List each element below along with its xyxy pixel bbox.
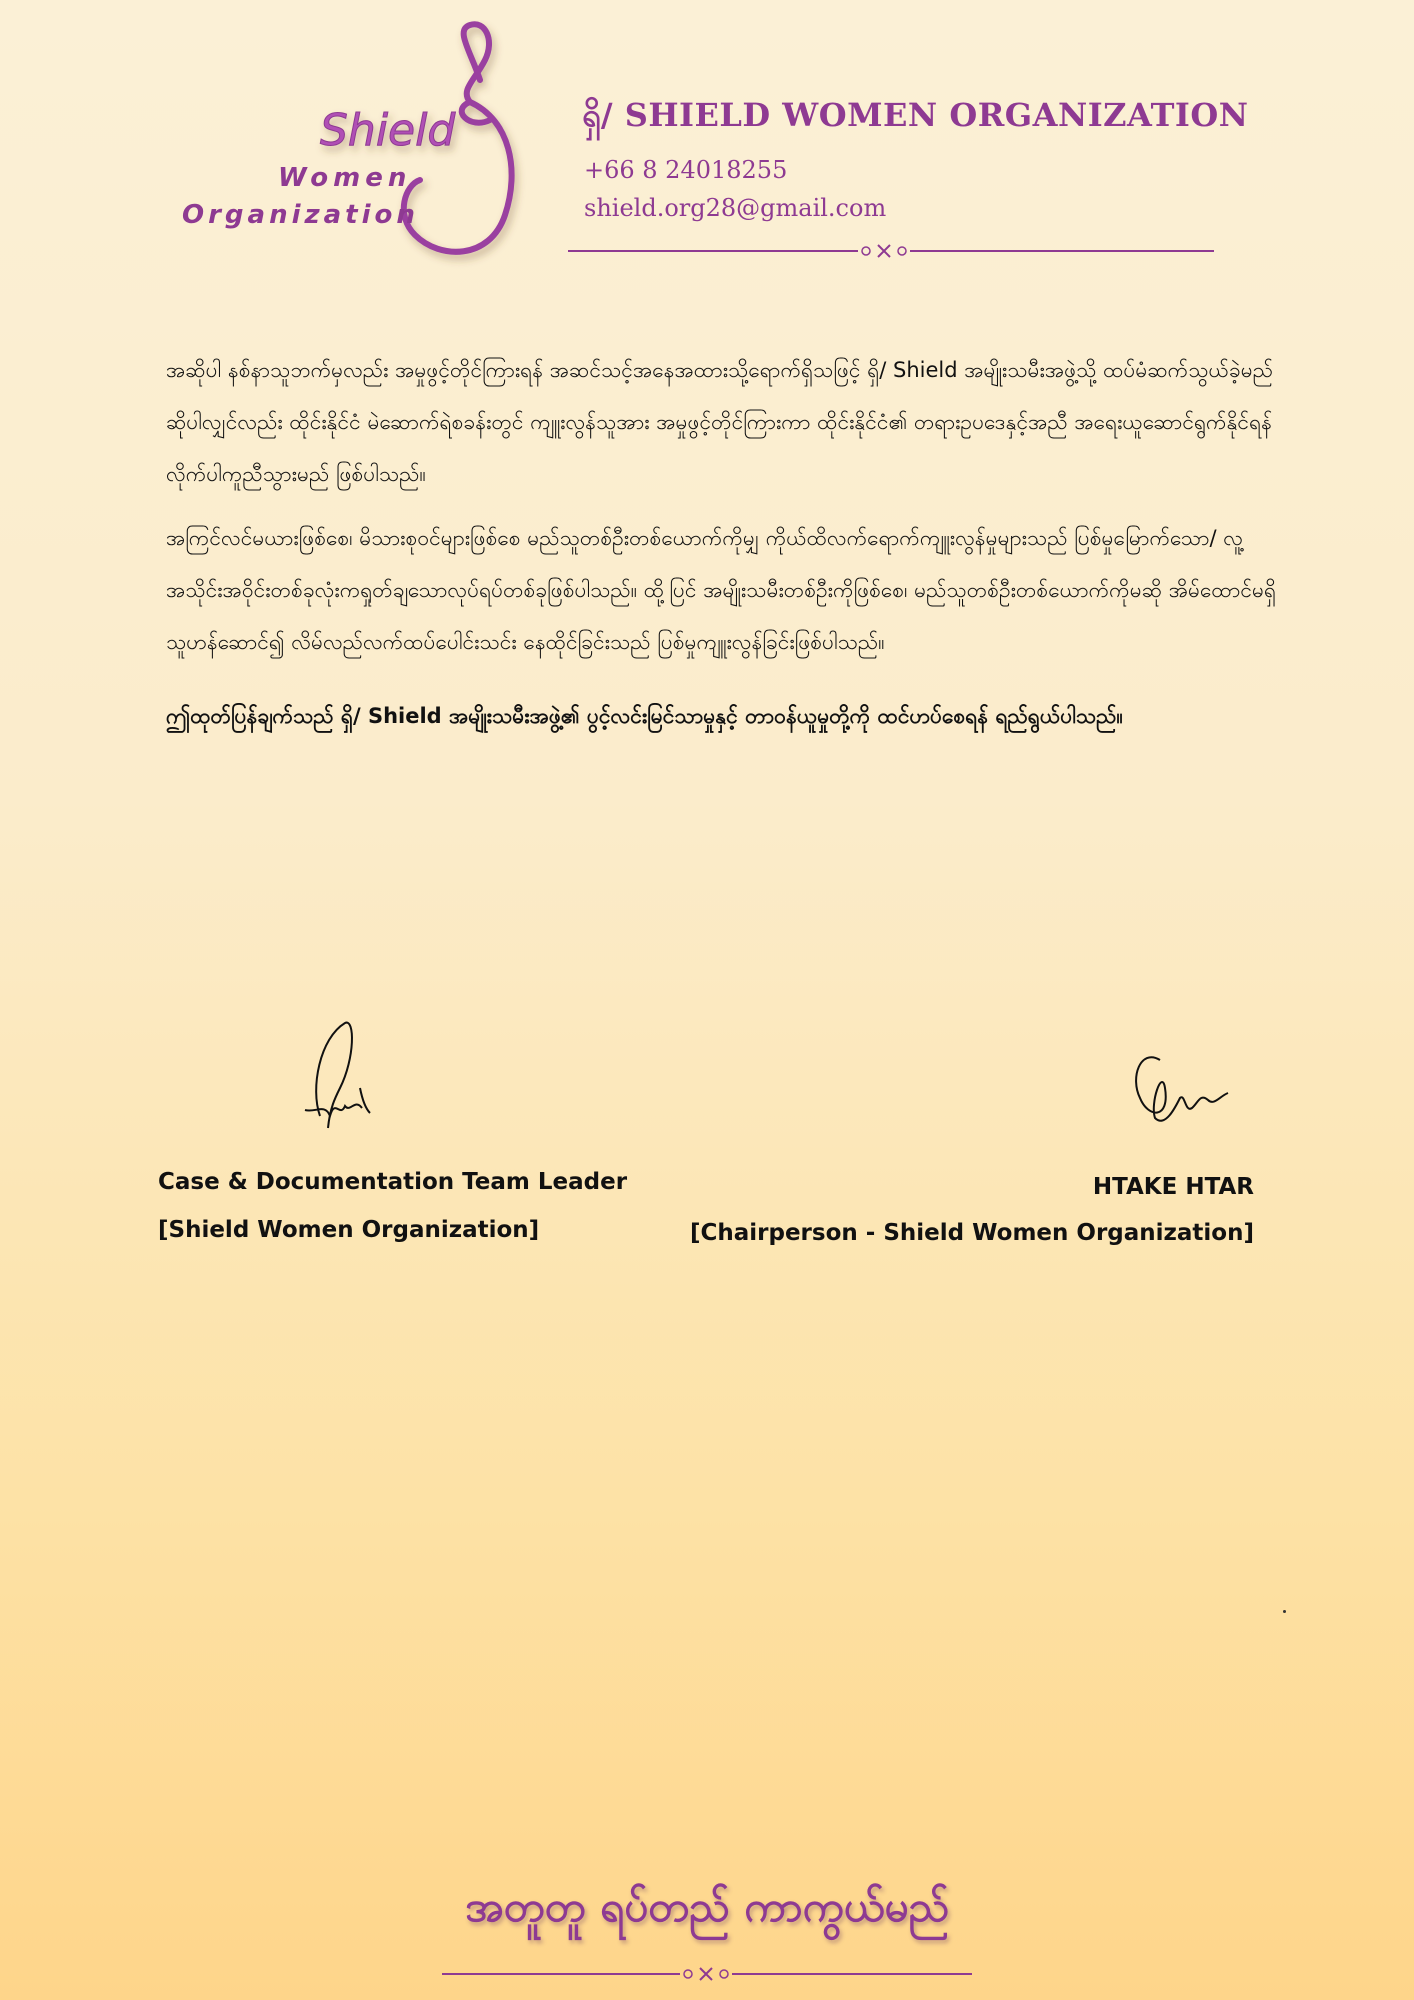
body-paragraph-1: အဆိုပါ နစ်နာသူဘက်မှလည်း အမှုဖွင့်တိုင်ကြားရန် အဆင်သင့်အနေအထားသို့ရောက်ရှိသဖြင့် ရှိ/ Shield အမျိုးသမီးအဖွဲ့သို့ ထပ်မံဆက်သွယ်ခဲ့မည်ဆိုပါလျှင်လည်း ထိုင်းနိုင်ငံ မဲဆောက်ရဲစခန်းတွင် ကျူးလွန်သူအား အမှုဖွင့်တိုင်ကြားကာ ထိုင်းနိုင်ငံ၏ တရားဥပဒေနှင့်အညီ အရေးယူဆောင်ရွက်နိုင်ရန် လိုက်ပါကူညီသွားမည် ဖြစ်ပါသည်။ (166, 358, 1274, 486)
logo-organization-text: Organization (182, 200, 419, 230)
body-paragraph-2: အကြင်လင်မယားဖြစ်စေ၊ မိသားစုဝင်များဖြစ်စေ မည်သူတစ်ဦးတစ်ယောက်ကိုမျှ ကိုယ်ထိလက်ရောက်ကျူးလွန်မှုများသည် ပြစ်မှုမြောက်သော/ လူ့အသိုင်းအဝိုင်းတစ်ခုလုံးကရှုတ်ချသောလုပ်ရပ်တစ်ခုဖြစ်ပါသည်။ ထို့ပြင် အမျိုးသမီးတစ်ဦးကိုဖြစ်စေ၊ မည်သူတစ်ဦးတစ်ယောက်ကိုမဆို အိမ်ထောင်မရှိသူဟန်ဆောင်၍ လိမ်လည်လက်ထပ်ပေါင်းသင်း နေထိုင်ခြင်းသည် ပြစ်မှုကျူးလွန်ခြင်းဖြစ်ပါသည်။ (166, 526, 1277, 654)
right-signatory (690, 1164, 1254, 1256)
right-signatory-title: [Chairperson - Shield Women Organization] (689, 1220, 1254, 1246)
logo-brand-word: Shield (320, 105, 456, 156)
logo-women-text: Women (278, 163, 412, 193)
email-address: shield.org28@gmail.com (584, 194, 887, 222)
letter-body (166, 344, 1286, 756)
right-signature (1130, 1048, 1230, 1128)
shield-logo (170, 20, 540, 270)
org-header (570, 94, 1249, 222)
right-signatory-name: HTAKE HTAR (1092, 1174, 1254, 1200)
left-signature (300, 1018, 380, 1133)
phone-number: +66 8 24018255 (584, 156, 788, 184)
left-signatory (158, 1158, 627, 1254)
footer-divider (442, 1966, 972, 1982)
left-signatory-org: [Shield Women Organization] (158, 1217, 540, 1243)
stray-dot (1283, 1610, 1286, 1613)
footer-motto: အတူတူ ရပ်တည် ကာကွယ်မည် (465, 1882, 949, 1931)
bold-statement: ဤထုတ်ပြန်ချက်သည် ရှိ/ Shield အမျိုးသမီးအဖွဲ့၏ ပွင့်လင်းမြင်သာမှုနှင့် တာဝန်ယူမှုတို့ကို ထင်ဟပ်စေရန် ရည်ရွယ်ပါသည်။ (166, 704, 1123, 728)
left-signatory-title: Case & Documentation Team Leader (158, 1169, 628, 1195)
header-divider (568, 243, 1214, 259)
org-name: ရှိ/ SHIELD WOMEN ORGANIZATION (582, 96, 1249, 134)
